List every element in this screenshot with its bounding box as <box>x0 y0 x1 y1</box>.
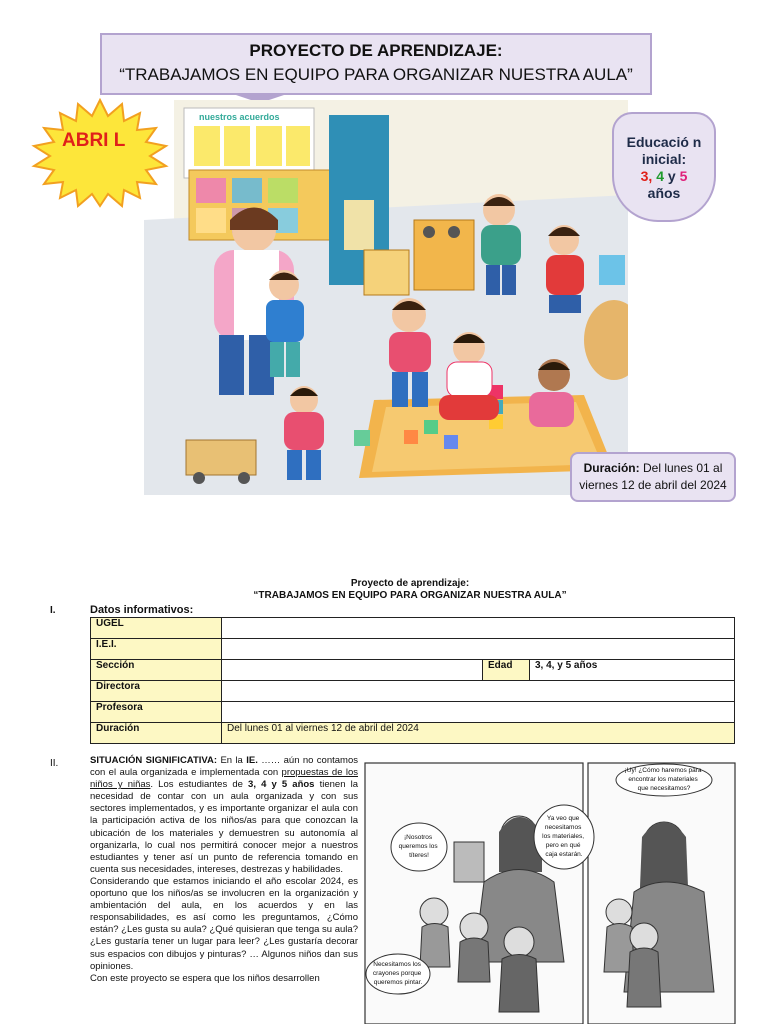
bubble-4-line-2: encontrar los materiales <box>628 776 698 783</box>
doc-heading-2: “TRABAJAMOS EN EQUIPO PARA ORGANIZAR NUESTRA AULA” <box>253 590 567 601</box>
situation-text-b: …… aún no contamos con el aula organizada e implementada con <box>90 755 358 779</box>
age-4: 4 <box>656 168 664 184</box>
directora-value <box>222 681 735 702</box>
month-label: ABRI L <box>62 130 126 151</box>
profesora-label: Profesora <box>91 702 222 723</box>
edad-value: 3, 4, y 5 años <box>530 660 735 681</box>
directora-label: Directora <box>91 681 222 702</box>
situation-text-a: En la <box>217 755 247 766</box>
situation-text <box>90 755 358 985</box>
bubble-4-line-3: que necesitamos? <box>637 785 691 792</box>
section-2-number: II. <box>50 758 59 769</box>
iei-label: I.E.I. <box>91 639 222 660</box>
title-line-2: “TRABAJAMOS EN EQUIPO PARA ORGANIZAR NUESTRA AULA” <box>119 65 633 84</box>
month-star-shape <box>30 98 170 208</box>
situation-text-c: . Los estudiantes de <box>150 779 249 791</box>
age-5: 5 <box>679 168 688 184</box>
table-row <box>91 639 735 660</box>
comic-illustration <box>364 762 736 1024</box>
section-1-number: I. <box>50 605 56 616</box>
situation-label: SITUACIÓN SIGNIFICATIVA: <box>90 755 218 766</box>
level-bubble <box>612 112 716 222</box>
ugel-value <box>222 618 735 639</box>
info-table <box>90 617 735 744</box>
bubble-2-line-4: pero en qué <box>545 842 581 849</box>
table-row <box>91 702 735 723</box>
bubble-3-line-1: Necesitamos los <box>373 961 421 968</box>
poster-title: nuestros acuerdos <box>199 112 280 122</box>
bubble-2-line-5: caja estarán. <box>545 851 583 858</box>
bubble-2-line-2: necesitamos <box>544 824 582 831</box>
situation-link: propuestas de los niños y niñas <box>90 767 358 791</box>
age-3: 3, <box>640 168 653 184</box>
duration-text: Del lunes 01 al viernes 12 de abril del 2024 <box>579 461 727 492</box>
section-1-title: Datos informativos: <box>90 604 194 616</box>
table-row <box>91 618 735 639</box>
bubble-2 <box>542 815 586 858</box>
situation-paragraph-2: Considerando que estamos iniciando el año escolar 2024, es oportuno que los niños/as se involucren en la organización y ambientación del aula, en los acuerdos y en las responsabilidades, es así como les preguntamos, ¿Cómo están? ¿Les gusta su aula? ¿Qué quisieran que tenga su aula? ¿Les gustaría tener un lugar para leer? ¿Les gustaría decorar sus espacios con dibujos y pinturas? … Algunos niños dan sus opiniones. <box>90 875 358 972</box>
bubble-3 <box>373 961 423 986</box>
situation-paragraph-3: Con este proyecto se espera que los niños desarrollen <box>90 972 320 984</box>
bubble-1-line-3: títeres! <box>409 852 429 859</box>
doc-heading-1: Proyecto de aprendizaje: <box>350 578 470 589</box>
level-label: Educació n inicial: <box>626 134 702 167</box>
duracion-value: Del lunes 01 al viernes 12 de abril del 2024 <box>222 723 735 744</box>
profesora-value <box>222 702 735 723</box>
bubble-1-line-2: queremos los <box>398 843 438 850</box>
level-years: años <box>647 185 681 201</box>
ie-label: IE. <box>246 755 258 766</box>
table-row <box>91 723 735 744</box>
situation-ages: 3, 4 y 5 años <box>248 779 315 791</box>
bubble-3-line-2: crayones porque <box>372 970 422 977</box>
iei-value <box>222 639 735 660</box>
bubble-2-line-1: Ya veo que <box>546 815 580 822</box>
seccion-value <box>222 660 483 681</box>
bubble-4-line-1: ¡Uy! ¿Cómo haremos para <box>624 767 702 774</box>
duration-box <box>570 452 736 502</box>
edad-label: Edad <box>483 660 530 681</box>
duracion-label: Duración <box>91 723 222 744</box>
bubble-2-line-3: los materiales, <box>542 833 585 840</box>
title-banner <box>100 33 652 95</box>
doc-heading <box>200 578 620 602</box>
bubble-3-line-3: queremos pintar. <box>373 979 423 986</box>
classroom-illustration <box>144 100 628 495</box>
situation-text-d: tienen la necesidad de contar con un aula organizada y con sus sectores implementados, y es importante organizar el aula con la participación activa de los niños/as para que conozcan la ubicación de los materiales y demuestren su autonomía al organizarla, lo cual nos permitirá conocer mejor a nuestros estudiantes y tener así un punto de referencia tomando en cuenta sus necesidades, intereses, destrezas y habilidades. <box>90 779 358 875</box>
table-row <box>91 681 735 702</box>
age-and: y <box>667 168 676 184</box>
situation-paragraph-1 <box>90 755 358 876</box>
duration-label: Duración: <box>583 461 640 475</box>
level-ages <box>614 168 714 185</box>
seccion-label: Sección <box>91 660 222 681</box>
table-row <box>91 660 735 681</box>
title-line-1: PROYECTO DE APRENDIZAJE: <box>249 41 503 60</box>
bubble-1-line-1: ¡Nosotros <box>404 834 433 841</box>
ugel-label: UGEL <box>91 618 222 639</box>
